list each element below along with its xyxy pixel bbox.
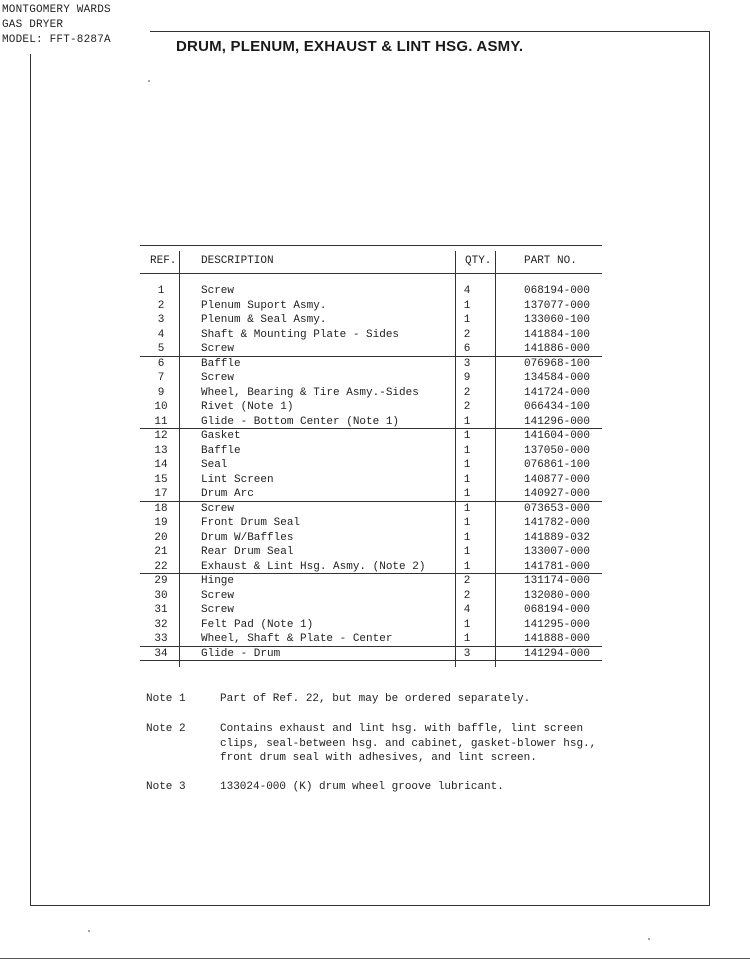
part-no-cell: 137077-000 [524,299,591,312]
product-line: GAS DRYER [2,19,64,31]
description-cell: Gasket [201,430,241,442]
part-no-cell: 140927-000 [524,488,591,500]
part-no-cell: 141781-000 [524,560,591,573]
qty-cell: 4 [463,604,471,616]
qty-cell: 1 [463,502,471,515]
qty-cell: 6 [463,343,471,355]
ref-cell: 14 [154,459,168,471]
note-label: Note 3 [146,781,186,793]
description-cell: Plenum & Seal Asmy. [201,314,327,326]
description-cell: Exhaust & Lint Hsg. Asmy. (Note 2) [201,560,426,573]
description-cell: Front Drum Seal [201,517,301,529]
qty-cell: 2 [463,575,471,587]
description-cell: Drum W/Baffles [201,531,294,544]
qty-cell: 2 [463,401,471,413]
qty-cell: 2 [463,386,471,399]
parts-table [140,245,602,665]
note-text [220,780,504,795]
qty-cell: 1 [463,560,471,573]
table-row [140,516,602,531]
description-cell: Screw [201,589,235,602]
column-header-qty: QTY. [465,255,492,267]
scan-speck [88,930,90,932]
table-header-rule [140,273,602,274]
part-no-cell: 076861-100 [524,459,591,471]
model-line: MODEL: FFT-8287A [2,34,111,46]
table-row [140,487,602,502]
ref-cell: 34 [154,647,168,660]
ref-cell: 32 [154,618,168,631]
qty-cell: 2 [463,589,471,602]
description-cell: Shaft & Mounting Plate - Sides [201,328,400,341]
qty-cell: 3 [463,357,471,370]
table-row [140,429,602,444]
ref-cell: 33 [154,633,168,645]
table-row [140,444,602,459]
ref-cell: 19 [154,517,168,529]
part-no-cell: 073653-000 [524,502,591,515]
part-no-cell: 076968-100 [524,357,591,370]
page-title: DRUM, PLENUM, EXHAUST & LINT HSG. ASMY. [176,38,524,55]
ref-cell: 9 [157,386,165,399]
part-no-cell: 141886-000 [524,343,591,355]
qty-cell: 2 [463,328,471,341]
table-row [140,647,602,662]
ref-cell: 6 [157,357,165,370]
qty-cell: 1 [463,618,471,631]
description-cell: Drum Arc [201,488,254,500]
part-no-cell: 141782-000 [524,517,591,529]
ref-cell: 7 [157,372,165,384]
description-cell: Wheel, Shaft & Plate - Center [201,633,393,645]
table-row [140,632,602,647]
table-row [140,386,602,401]
table-row [140,473,602,488]
ref-cell: 31 [154,604,168,616]
part-no-cell: 131174-000 [524,575,591,587]
table-row [140,545,602,560]
ref-cell: 17 [154,488,168,500]
note-label: Note 2 [146,723,186,735]
table-row [140,371,602,386]
description-cell: Screw [201,604,235,616]
note-text [220,692,530,707]
table-row [140,531,602,546]
part-no-cell: 141884-100 [524,328,591,341]
table-row [140,415,602,430]
description-cell: Screw [201,372,235,384]
description-cell: Baffle [201,357,241,370]
part-no-cell: 141295-000 [524,618,591,631]
group-separator-rule [140,660,602,661]
note-line: front drum seal with adhesives, and lint screen. [220,752,537,764]
table-row [140,313,602,328]
qty-cell: 1 [463,546,471,558]
part-no-cell: 066434-100 [524,401,591,413]
ref-cell: 11 [154,415,168,428]
qty-cell: 1 [463,633,471,645]
ref-cell: 2 [157,299,165,312]
part-no-cell: 141294-000 [524,647,591,660]
description-cell: Glide - Bottom Center (Note 1) [201,415,400,428]
brand-line: MONTGOMERY WARDS [2,4,111,16]
part-no-cell: 141889-032 [524,531,591,544]
ref-cell: 20 [154,531,168,544]
ref-cell: 21 [154,546,168,558]
part-no-cell: 137050-000 [524,444,591,457]
ref-cell: 10 [154,401,168,413]
table-row [140,400,602,415]
note-label: Note 1 [146,693,186,705]
part-no-cell: 068194-000 [524,604,591,616]
part-no-cell: 134584-000 [524,372,591,384]
part-no-cell: 141604-000 [524,430,591,442]
description-cell: Screw [201,285,235,297]
note-text [220,722,596,766]
ref-cell: 13 [154,444,168,457]
description-cell: Rear Drum Seal [201,546,294,558]
qty-cell: 4 [463,285,471,297]
description-cell: Baffle [201,444,241,457]
qty-cell: 1 [463,517,471,529]
ref-cell: 3 [157,314,165,326]
scan-speck [648,938,650,940]
ref-cell: 18 [154,502,168,515]
ref-cell: 29 [154,575,168,587]
scan-speck [148,80,150,82]
description-cell: Rivet (Note 1) [201,401,294,413]
description-cell: Wheel, Bearing & Tire Asmy.-Sides [201,386,419,399]
qty-cell: 1 [463,459,471,471]
table-row [140,502,602,517]
page-bottom-rule [0,958,750,959]
qty-cell: 1 [463,531,471,544]
table-row [140,458,602,473]
qty-cell: 1 [463,430,471,442]
ref-cell: 30 [154,589,168,602]
description-cell: Glide - Drum [201,647,281,660]
part-no-cell: 132080-000 [524,589,591,602]
part-no-cell: 068194-000 [524,285,591,297]
frame-bottom-border [30,905,710,906]
note-line: clips, seal-between hsg. and cabinet, gasket-blower hsg., [220,737,597,750]
qty-cell: 1 [463,299,471,312]
description-cell: Hinge [201,575,235,587]
note-line: 133024-000 (K) drum wheel groove lubricant. [220,781,504,793]
column-header-description: DESCRIPTION [201,255,274,267]
part-no-cell: 133060-100 [524,314,591,326]
ref-cell: 5 [157,343,165,355]
ref-cell: 22 [154,560,168,573]
frame-left-border [30,54,31,906]
table-row [140,342,602,357]
part-no-cell: 141888-000 [524,633,591,645]
column-header-ref: REF. [150,255,177,267]
description-cell: Screw [201,343,235,355]
part-no-cell: 140877-000 [524,473,591,486]
table-row [140,284,602,299]
table-row [140,299,602,314]
table-top-rule [140,245,602,246]
description-cell: Lint Screen [201,473,274,486]
column-header-part-no: PART NO. [524,255,577,267]
ref-cell: 15 [154,473,168,486]
table-row [140,603,602,618]
part-no-cell: 141296-000 [524,415,591,428]
qty-cell: 9 [463,372,471,384]
qty-cell: 1 [463,488,471,500]
table-row [140,560,602,575]
qty-cell: 3 [463,647,471,660]
note-line: Part of Ref. 22, but may be ordered separately. [220,693,531,705]
qty-cell: 1 [463,473,471,486]
description-cell: Seal [201,459,228,471]
ref-cell: 4 [157,328,165,341]
table-row [140,618,602,633]
ref-column-divider [179,251,180,667]
part-no-cell: 133007-000 [524,546,591,558]
table-row [140,589,602,604]
ref-cell: 12 [154,430,168,442]
table-row [140,328,602,343]
qty-cell: 1 [463,314,471,326]
description-cell: Plenum Suport Asmy. [201,299,327,312]
qty-cell: 1 [463,444,471,457]
qty-cell: 1 [463,415,471,428]
note-line: Contains exhaust and lint hsg. with baffle, lint screen [220,723,584,735]
qty-column-right-divider [495,251,496,667]
frame-top-border [150,31,709,32]
table-row [140,574,602,589]
description-cell: Screw [201,502,235,515]
ref-cell: 1 [157,285,165,297]
table-row [140,357,602,372]
qty-column-left-divider [455,251,456,667]
description-cell: Felt Pad (Note 1) [201,618,314,631]
part-no-cell: 141724-000 [524,386,591,399]
frame-right-border [709,31,710,906]
